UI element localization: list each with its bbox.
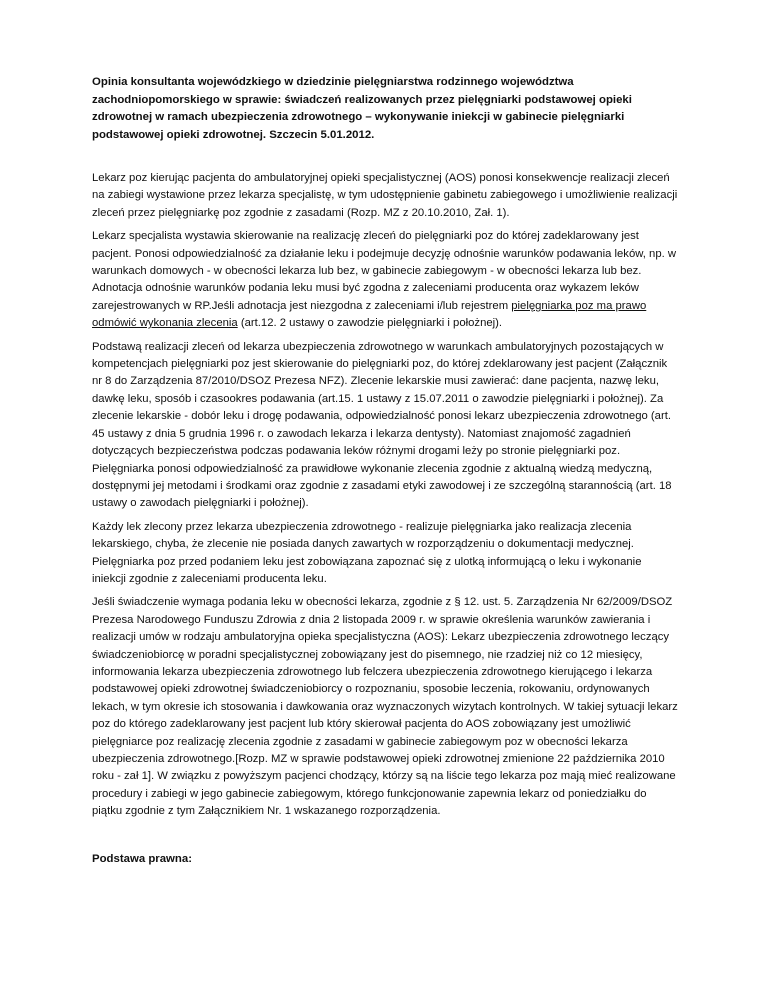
paragraph-4: Każdy lek zlecony przez lekarza ubezpieczenia zdrowotnego - realizuje pielęgniarka jako realizacja zlecenia lekarskiego, chyba, że zlecenie nie posiada danych zawartych w rozporządzeniu o dokumentacji medycznej. Pielęgniarka poz przed podaniem leku jest zobowiązana zapoznać się z ulotką informującą o leku i wykonanie iniekcji zgodnie z zaleceniami producenta leku. [92,520,642,585]
legal-basis-heading: Podstawa prawna: [92,853,193,865]
paragraph-2-text-a: Lekarz specjalista wystawia skierowanie na realizację zleceń do pielęgniarki poz do której zadeklarowany jest pacjent. Ponosi odpowiedzialność za działanie leku i podejmuje decyzję odnośnie warunków podawania leków, np. w warunkach domowych - w obecności lekarza lub bez, w gabinecie zabiegowym - w obecności lekarza lub bez. Adnotacja odnośnie warunków podania leku musi być zgodna z zaleceniami producenta oraz wykazem leków zarejestrowanych w RP.Jeśli adnotacja jest niezgodna z zaleceniami i/lub rejestrem [92,230,677,312]
paragraph-2-underlined-phrase: pielęgniarka poz ma prawo odmówić wykonania zlecenia [92,299,647,330]
paragraph-2 [92,228,678,332]
document-body [92,74,678,827]
paragraph-1: Lekarz poz kierując pacjenta do ambulatoryjnej opieki specjalistycznej (AOS) ponosi konsekwencje realizacji zleceń na zabiegi wystawione przez lekarza specjalistę, w tym udostępnienie gabinetu zabiegowego i umożliwienie realizacji zleceń przez pielęgniarkę poz zgodnie z zasadami (Rozp. MZ z 20.10.2010, Zał. 1). [92,172,678,219]
paragraph-5: Jeśli świadczenie wymaga podania leku w obecności lekarza, zgodnie z § 12. ust. 5. Zarządzenia Nr 62/2009/DSOZ Prezesa Narodowego Funduszu Zdrowia z dnia 2 listopada 2009 r. w sprawie określenia warunków zawierania i realizacji umów w rodzaju ambulatoryjna opieka specjalistyczna (AOS): Lekarz ubezpieczenia zdrowotnego leczący świadczeniobiorcę w poradni specjalistycznej zobowiązany jest do pisemnego, nie rzadziej niż co 12 miesięcy, informowania lekarza ubezpieczenia zdrowotnego lub felczera ubezpieczenia zdrowotnego kierującego i lekarza podstawowej opieki zdrowotnej świadczeniobiorcy o rozpoznaniu, sposobie leczenia, rokowaniu, ordynowanych lekach, w tym okresie ich stosowania i dawkowania oraz wyznaczonych wizytach kontrolnych. W takiej sytuacji lekarz poz do którego zadeklarowany jest pacjent lub który skierował pacjenta do AOS zobowiązany jest umożliwić pielęgniarce poz realizację zlecenia zgodnie z zasadami w gabinecie zabiegowym poz w obecności lekarza ubezpieczenia zdrowotnego.[Rozp. MZ w sprawie podstawowej opieki zdrowotnej zmienione 22 października 2010 roku - zał 1]. W związku z powyższym pacjenci chodzący, którzy są na liście tego lekarza poz mają mieć realizowane procedury i zabiegi w jego gabinecie zabiegowym, którego funkcjonowanie zapewnia lekarz od poniedziałku do piątku zgodnie z tym Załącznikiem Nr. 1 wskazanego rozporządzenia. [92,596,678,818]
paragraph-2-text-b: (art.12. 2 ustawy o zawodzie pielęgniarki i położnej). [237,317,503,330]
paragraph-3: Podstawą realizacji zleceń od lekarza ubezpieczenia zdrowotnego w warunkach ambulatoryjnych pozostających w kompetencjach pielęgniarki poz jest skierowanie do pielęgniarki poz, do której zdeklarowany jest pacjent (Załącznik nr 8 do Zarządzenia 87/2010/DSOZ Prezesa NFZ). Zlecenie lekarskie musi zawierać: dane pacjenta, nazwę leku, dawkę leku, sposób i czasookres podawania (art.15. 1 ustawy z 15.07.2011 o zawodzie pielęgniarki i położnej). Za zlecenie lekarskie - dobór leku i drogę podawania, odpowiedzialność ponosi lekarz ubezpieczenia zdrowotnego (art. 45 ustawy z dnia 5 grudnia 1996 r. o zawodach lekarza i lekarza dentysty). Natomiast znajomość zagadnień dotyczących bezpieczeństwa podczas podawania leków różnymi drogami leży po stronie pielęgniarki poz. Pielęgniarka ponosi odpowiedzialność za prawidłowe wykonanie zlecenia zgodnie z aktualną wiedzą medyczną, dostępnymi jej metodami i środkami oraz zgodnie z zasadami etyki zawodowej i ze szczególną starannością (art. 18 ustawy o zawodach pielęgniarki i położnej). [92,340,672,510]
document-title: Opinia konsultanta wojewódzkiego w dziedzinie pielęgniarstwa rodzinnego województwa zachodniopomorskiego w sprawie: świadczeń realizowanych przez pielęgniarki podstawowej opieki zdrowotnej w ramach ubezpieczenia zdrowotnego – wykonywanie iniekcji w gabinecie pielęgniarki podstawowej opieki zdrowotnej. Szczecin 5.01.2012. [92,76,632,141]
